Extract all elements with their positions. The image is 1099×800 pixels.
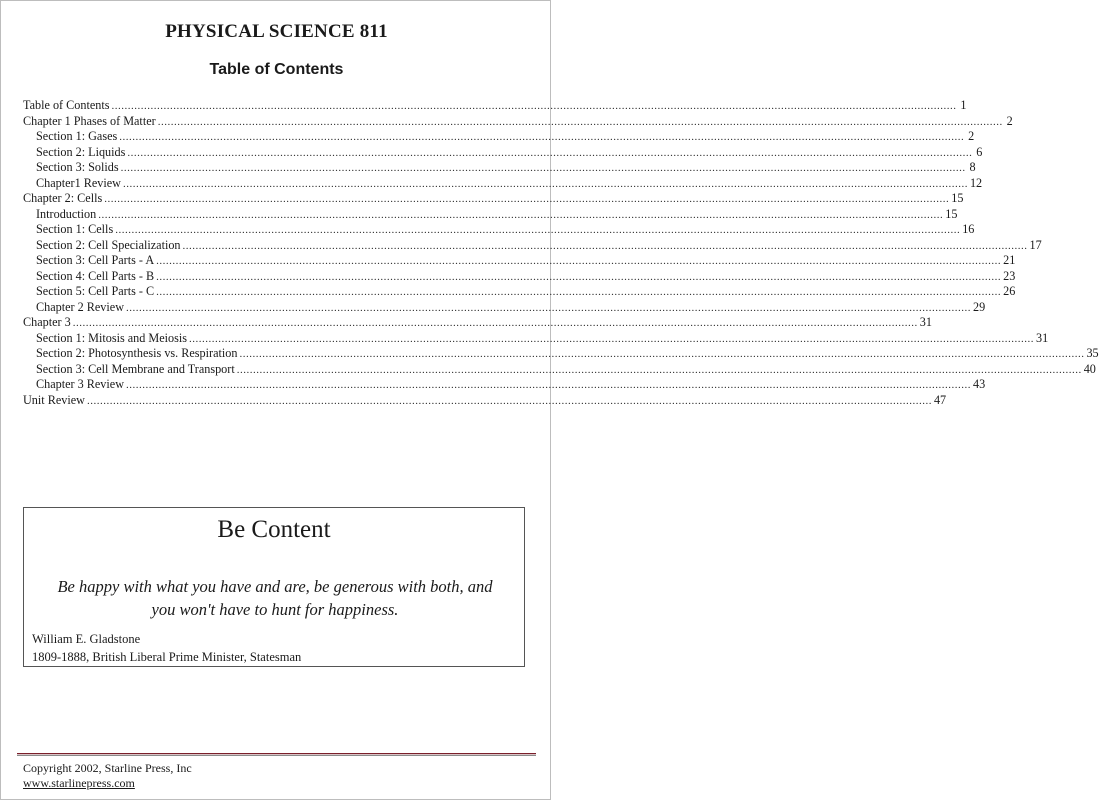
toc-entry-page: 23 bbox=[1003, 268, 1016, 283]
toc-entry-page: 8 bbox=[969, 160, 976, 174]
toc-dot-leader: .................................................................................................................................................................................................................................................................... bbox=[115, 224, 961, 236]
toc-entry-label: Chapter 2 Review bbox=[36, 299, 124, 314]
quote-title: Be Content bbox=[217, 516, 331, 543]
toc-dot-leader: .................................................................................................................................................................................................................................................................... bbox=[239, 348, 1085, 360]
toc-entry-page: 21 bbox=[1003, 253, 1016, 267]
toc-entry-label: Section 2: Liquids bbox=[36, 144, 126, 159]
toc-row bbox=[23, 175, 983, 192]
toc-row bbox=[23, 299, 986, 316]
toc-dot-leader: .................................................................................................................................................................................................................................................................... bbox=[98, 208, 944, 221]
table-of-contents bbox=[23, 98, 1099, 408]
toc-dot-leader: .................................................................................................................................................................................................................................................................... bbox=[156, 255, 1002, 267]
toc-dot-leader: .................................................................................................................................................................................................................................................................... bbox=[182, 239, 1028, 252]
toc-entry-page: 35 bbox=[1086, 346, 1099, 360]
toc-entry-label: Chapter1 Review bbox=[36, 175, 121, 190]
footer bbox=[23, 761, 192, 791]
toc-entry-label: Section 3: Cell Membrane and Transport bbox=[36, 361, 235, 376]
toc-dot-leader: .................................................................................................................................................................................................................................................................... bbox=[122, 177, 968, 190]
toc-dot-leader: .................................................................................................................................................................................................................................................................... bbox=[156, 270, 1002, 283]
toc-dot-leader: .................................................................................................................................................................................................................................................................... bbox=[119, 131, 965, 143]
toc-dot-leader: .................................................................................................................................................................................................................................................................... bbox=[189, 332, 1034, 345]
quote-author: William E. Gladstone bbox=[32, 632, 141, 646]
toc-entry-label: Section 3: Cell Parts - A bbox=[36, 253, 155, 267]
toc-entry-page: 12 bbox=[969, 175, 983, 190]
toc-entry-label: Section 1: Cells bbox=[36, 222, 114, 236]
toc-row bbox=[23, 113, 1013, 130]
toc-dot-leader: .................................................................................................................................................................................................................................................................... bbox=[120, 162, 966, 174]
quote-author-info: 1809-1888, British Liberal Prime Minister, Statesman bbox=[32, 650, 302, 664]
toc-dot-leader: .................................................................................................................................................................................................................................................................... bbox=[126, 379, 971, 391]
toc-row bbox=[23, 330, 1049, 347]
quote-line-2: you won't have to hunt for happiness. bbox=[151, 600, 399, 619]
toc-entry-page: 15 bbox=[951, 191, 964, 205]
toc-entry-page: 1 bbox=[960, 98, 967, 112]
toc-row bbox=[23, 129, 975, 145]
toc-entry-label: Chapter 2: Cells bbox=[23, 191, 103, 205]
toc-row bbox=[23, 346, 1099, 362]
toc-row bbox=[23, 98, 967, 114]
toc-entry-page: 40 bbox=[1083, 361, 1096, 376]
toc-entry-label: Table of Contents bbox=[23, 98, 110, 112]
toc-entry-label: Chapter 3 Review bbox=[36, 377, 124, 391]
toc-dot-leader: .................................................................................................................................................................................................................................................................... bbox=[72, 317, 918, 329]
page-subtitle: Table of Contents bbox=[209, 61, 344, 78]
toc-entry-page: 31 bbox=[1036, 330, 1049, 345]
toc-entry-label: Section 1: Gases bbox=[36, 129, 118, 143]
toc-entry-label: Chapter 1 Phases of Matter bbox=[23, 113, 156, 128]
toc-entry-page: 29 bbox=[973, 299, 986, 314]
toc-row bbox=[23, 191, 964, 207]
toc-entry-label: Section 2: Photosynthesis vs. Respiration bbox=[36, 346, 238, 360]
toc-row bbox=[23, 253, 1016, 269]
toc-entry-page: 15 bbox=[945, 206, 958, 221]
website-link[interactable]: www.starlinepress.com bbox=[23, 776, 135, 790]
toc-dot-leader: .................................................................................................................................................................................................................................................................... bbox=[86, 394, 932, 407]
toc-dot-leader: .................................................................................................................................................................................................................................................................... bbox=[157, 115, 1003, 128]
toc-row bbox=[23, 237, 1042, 254]
toc-entry-page: 47 bbox=[933, 392, 947, 407]
toc-dot-leader: .................................................................................................................................................................................................................................................................... bbox=[236, 363, 1082, 376]
toc-entry-label: Introduction bbox=[36, 206, 97, 221]
quote-box bbox=[23, 507, 525, 667]
toc-entry-page: 2 bbox=[1006, 113, 1013, 128]
toc-row bbox=[23, 392, 947, 409]
toc-row bbox=[23, 315, 932, 331]
toc-row bbox=[23, 144, 983, 161]
toc-dot-leader: .................................................................................................................................................................................................................................................................... bbox=[126, 301, 971, 314]
toc-entry-page: 43 bbox=[973, 377, 986, 391]
toc-row bbox=[23, 284, 1016, 300]
toc-entry-page: 6 bbox=[976, 144, 983, 159]
toc-entry-page: 2 bbox=[968, 129, 975, 143]
footer-divider bbox=[17, 753, 536, 756]
toc-entry-label: Section 4: Cell Parts - B bbox=[36, 268, 155, 283]
toc-entry-label: Unit Review bbox=[23, 392, 85, 407]
toc-dot-leader: .................................................................................................................................................................................................................................................................... bbox=[111, 100, 957, 112]
toc-entry-page: 26 bbox=[1003, 284, 1016, 298]
toc-entry-label: Section 2: Cell Specialization bbox=[36, 237, 181, 252]
toc-row bbox=[23, 222, 975, 238]
toc-dot-leader: .................................................................................................................................................................................................................................................................... bbox=[156, 286, 1002, 298]
toc-row bbox=[23, 361, 1096, 378]
quote-attribution bbox=[32, 630, 301, 666]
toc-entry-label: Section 3: Solids bbox=[36, 160, 119, 174]
toc-row bbox=[23, 268, 1016, 285]
toc-row bbox=[23, 206, 958, 223]
toc-entry-page: 31 bbox=[919, 315, 932, 329]
page-title: PHYSICAL SCIENCE 811 bbox=[165, 21, 388, 42]
toc-entry-page: 17 bbox=[1029, 237, 1042, 252]
toc-entry-label: Section 1: Mitosis and Meiosis bbox=[36, 330, 187, 345]
toc-entry-label: Chapter 3 bbox=[23, 315, 71, 329]
toc-entry-label: Section 5: Cell Parts - C bbox=[36, 284, 155, 298]
toc-dot-leader: .................................................................................................................................................................................................................................................................... bbox=[104, 193, 950, 205]
toc-row bbox=[23, 160, 976, 176]
toc-entry-page: 16 bbox=[962, 222, 975, 236]
copyright-text: Copyright 2002, Starline Press, Inc bbox=[23, 761, 192, 775]
toc-dot-leader: .................................................................................................................................................................................................................................................................... bbox=[127, 146, 973, 159]
quote-line-1: Be happy with what you have and are, be generous with both, and bbox=[57, 577, 493, 596]
quote-text bbox=[32, 575, 518, 621]
toc-row bbox=[23, 377, 986, 393]
